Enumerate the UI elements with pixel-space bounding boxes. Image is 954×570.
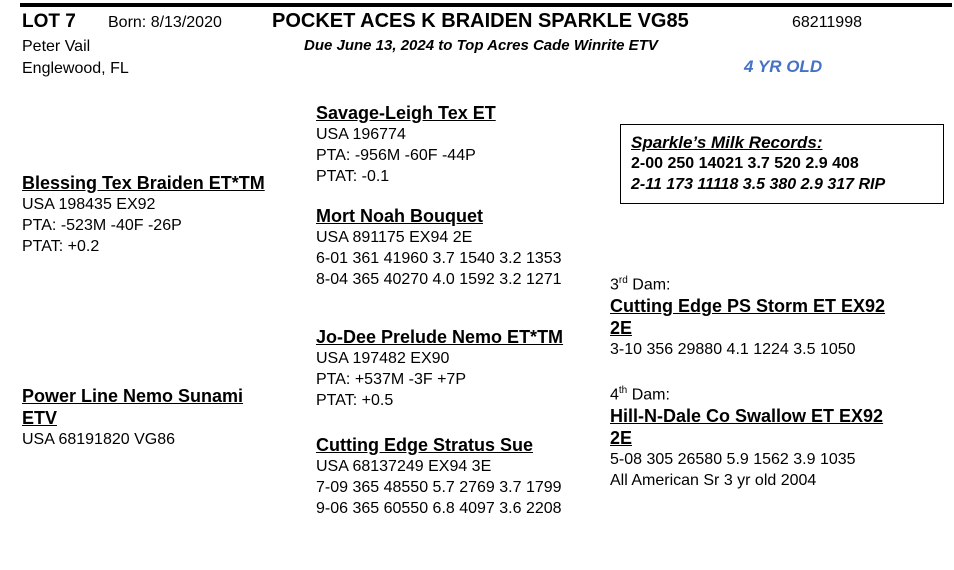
- fourth-dam-award: All American Sr 3 yr old 2004: [610, 472, 817, 490]
- dam-dam-name: Cutting Edge Stratus Sue: [316, 435, 534, 455]
- sire-name: Blessing Tex Braiden ET*TM: [22, 173, 265, 193]
- dam-block: [22, 385, 243, 450]
- dam-name-line-1: Power Line Nemo Sunami: [22, 386, 244, 406]
- milk-records-box: [620, 124, 944, 204]
- sire-dam-record-2: 8-04 365 40270 4.0 1592 3.2 1271: [316, 271, 562, 288]
- dam-name-line-2: ETV: [22, 408, 58, 428]
- top-rule: [20, 3, 952, 7]
- third-dam-label-suffix: rd: [618, 275, 628, 286]
- fourth-dam-label-text: Dam:: [627, 386, 670, 404]
- third-dam-record: 3-10 356 29880 4.1 1224 3.5 1050: [610, 341, 856, 359]
- dam-dam-record-1: 7-09 365 48550 5.7 2769 3.7 1799: [316, 479, 562, 496]
- sire-dam-name: Mort Noah Bouquet: [316, 206, 483, 226]
- dam-dam-record-2: 9-06 365 60550 6.8 4097 3.6 2208: [316, 500, 562, 517]
- dam-sire-name: Jo-Dee Prelude Nemo ET*TM: [316, 327, 564, 347]
- milk-record-2: 2-11 173 11118 3.5 380 2.9 317 RIP: [631, 176, 886, 193]
- sire-dam-block: [316, 205, 562, 290]
- owner-name: Peter Vail: [22, 38, 91, 55]
- dam-sire-pta: PTA: +537M -3F +7P: [316, 371, 466, 388]
- fourth-dam-name-line-2: 2E: [610, 428, 633, 449]
- sire-sire-ptat: PTAT: -0.1: [316, 168, 390, 185]
- sire-dam-registration: USA 891175 EX94 2E: [316, 229, 473, 246]
- sire-sire-pta: PTA: -956M -60F -44P: [316, 147, 476, 164]
- fourth-dam-record: 5-08 305 26580 5.9 1562 3.9 1035: [610, 451, 856, 469]
- fourth-dam-block: [610, 380, 883, 491]
- third-dam-label-number: 3: [610, 276, 619, 294]
- sire-ptat: PTAT: +0.2: [22, 238, 100, 255]
- dam-registration: USA 68191820 VG86: [22, 431, 176, 448]
- third-dam-block: [610, 270, 885, 360]
- third-dam-name-line-2: 2E: [610, 318, 633, 339]
- born-date: Born: 8/13/2020: [108, 14, 222, 31]
- registration-number: 68211998: [792, 14, 862, 31]
- dam-sire-block: [316, 326, 563, 411]
- due-date-note: Due June 13, 2024 to Top Acres Cade Winrite ETV: [304, 37, 658, 54]
- sire-dam-record-1: 6-01 361 41960 3.7 1540 3.2 1353: [316, 250, 562, 267]
- lot-number: LOT 7: [22, 11, 76, 32]
- dam-sire-ptat: PTAT: +0.5: [316, 392, 394, 409]
- sire-pta: PTA: -523M -40F -26P: [22, 217, 182, 234]
- fourth-dam-label-number: 4: [610, 386, 619, 404]
- dam-dam-registration: USA 68137249 EX94 3E: [316, 458, 492, 475]
- milk-record-1: 2-00 250 14021 3.7 520 2.9 408: [631, 155, 859, 172]
- third-dam-label: [610, 270, 885, 295]
- sire-sire-name: Savage-Leigh Tex ET: [316, 103, 496, 123]
- third-dam-label-text: Dam:: [627, 276, 671, 294]
- dam-sire-registration: USA 197482 EX90: [316, 350, 450, 367]
- sire-registration: USA 198435 EX92: [22, 196, 156, 213]
- sire-sire-registration: USA 196774: [316, 126, 406, 143]
- age-label: 4 YR OLD: [744, 57, 823, 76]
- sire-block: [22, 172, 265, 257]
- milk-records-title: Sparkle’s Milk Records:: [631, 133, 823, 152]
- third-dam-name-line-1: Cutting Edge PS Storm ET EX92: [610, 296, 886, 317]
- animal-title: POCKET ACES K BRAIDEN SPARKLE VG85: [272, 10, 689, 32]
- fourth-dam-label: [610, 380, 883, 405]
- owner-location: Englewood, FL: [22, 60, 129, 77]
- sire-sire-block: [316, 102, 496, 187]
- dam-dam-block: [316, 434, 562, 519]
- fourth-dam-name-line-1: Hill-N-Dale Co Swallow ET EX92: [610, 406, 884, 427]
- fourth-dam-label-suffix: th: [618, 385, 628, 396]
